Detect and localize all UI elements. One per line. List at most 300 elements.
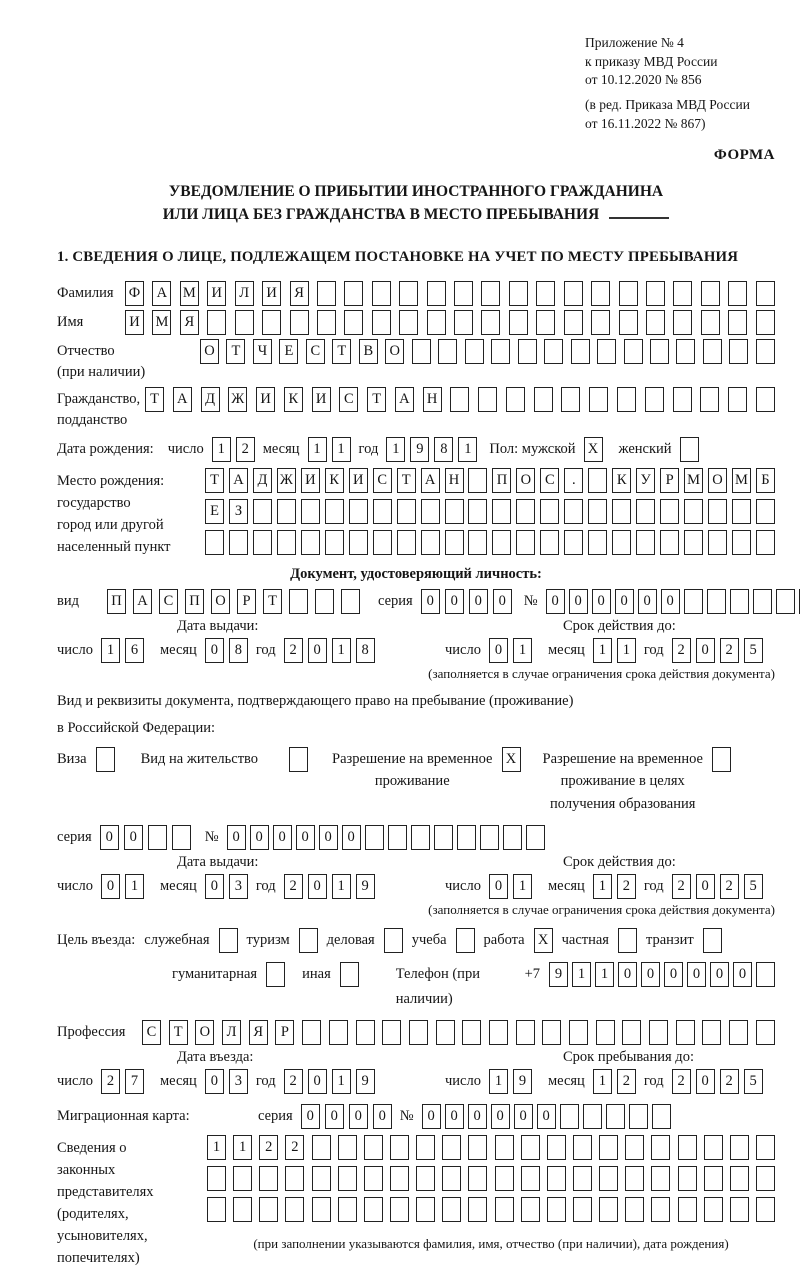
char-box[interactable]: [756, 1197, 775, 1222]
char-box[interactable]: [509, 310, 528, 335]
char-box[interactable]: 2: [236, 437, 255, 462]
char-box[interactable]: 2: [672, 638, 691, 663]
stay-until-day-boxes[interactable]: [489, 1069, 532, 1094]
char-box[interactable]: [732, 499, 751, 524]
char-box[interactable]: 1: [386, 437, 405, 462]
char-box[interactable]: [612, 499, 631, 524]
char-box[interactable]: Ф: [125, 281, 144, 306]
purpose-other-checkbox[interactable]: [340, 962, 359, 987]
char-box[interactable]: [612, 530, 631, 555]
char-box[interactable]: 0: [664, 962, 683, 987]
char-box[interactable]: 1: [308, 437, 327, 462]
char-box[interactable]: [364, 1197, 383, 1222]
char-box[interactable]: К: [325, 468, 344, 493]
char-box[interactable]: 0: [227, 825, 246, 850]
char-box[interactable]: [536, 310, 555, 335]
char-box[interactable]: [341, 589, 360, 614]
char-box[interactable]: [219, 928, 238, 953]
char-box[interactable]: Т: [205, 468, 224, 493]
char-box[interactable]: [317, 310, 336, 335]
char-box[interactable]: [340, 962, 359, 987]
char-box[interactable]: X: [502, 747, 521, 772]
char-box[interactable]: [701, 310, 720, 335]
char-box[interactable]: М: [732, 468, 751, 493]
char-box[interactable]: Т: [145, 387, 164, 412]
char-box[interactable]: [148, 825, 167, 850]
migration-number-boxes[interactable]: [422, 1104, 671, 1129]
entry-year-boxes[interactable]: [284, 1069, 375, 1094]
char-box[interactable]: 2: [101, 1069, 120, 1094]
char-box[interactable]: О: [708, 468, 727, 493]
char-box[interactable]: 8: [356, 638, 375, 663]
char-box[interactable]: 0: [710, 962, 729, 987]
char-box[interactable]: С: [339, 387, 358, 412]
sex-female-checkbox[interactable]: [680, 437, 699, 462]
char-box[interactable]: [629, 1104, 648, 1129]
char-box[interactable]: [289, 589, 308, 614]
char-box[interactable]: [684, 589, 703, 614]
char-box[interactable]: [636, 530, 655, 555]
purpose-transit-checkbox[interactable]: [703, 928, 722, 953]
char-box[interactable]: [442, 1135, 461, 1160]
char-box[interactable]: [325, 530, 344, 555]
char-box[interactable]: [547, 1166, 566, 1191]
citizenship-boxes[interactable]: [145, 387, 775, 412]
char-box[interactable]: Л: [235, 281, 254, 306]
entry-month-boxes[interactable]: [205, 1069, 248, 1094]
expiry-year-boxes[interactable]: [672, 638, 763, 663]
char-box[interactable]: [521, 1166, 540, 1191]
char-box[interactable]: 0: [296, 825, 315, 850]
char-box[interactable]: [495, 1135, 514, 1160]
char-box[interactable]: [536, 281, 555, 306]
temp-residence-checkbox[interactable]: [502, 747, 521, 772]
char-box[interactable]: [411, 825, 430, 850]
char-box[interactable]: 0: [205, 638, 224, 663]
char-box[interactable]: [262, 310, 281, 335]
char-box[interactable]: [399, 281, 418, 306]
char-box[interactable]: [503, 825, 522, 850]
char-box[interactable]: [651, 1135, 670, 1160]
char-box[interactable]: [712, 747, 731, 772]
char-box[interactable]: 0: [537, 1104, 556, 1129]
char-box[interactable]: [730, 1197, 749, 1222]
surname-boxes[interactable]: [125, 281, 775, 306]
char-box[interactable]: 0: [514, 1104, 533, 1129]
char-box[interactable]: [684, 499, 703, 524]
char-box[interactable]: Е: [205, 499, 224, 524]
representatives-boxes-row2[interactable]: [207, 1166, 775, 1191]
char-box[interactable]: 1: [212, 437, 231, 462]
char-box[interactable]: Д: [201, 387, 220, 412]
char-box[interactable]: 0: [101, 874, 120, 899]
char-box[interactable]: 0: [615, 589, 634, 614]
char-box[interactable]: [412, 339, 431, 364]
char-box[interactable]: [650, 339, 669, 364]
char-box[interactable]: Б: [756, 468, 775, 493]
purpose-humanitarian-checkbox[interactable]: [266, 962, 285, 987]
char-box[interactable]: [756, 1135, 775, 1160]
char-box[interactable]: 0: [546, 589, 565, 614]
char-box[interactable]: [434, 825, 453, 850]
char-box[interactable]: [680, 437, 699, 462]
char-box[interactable]: [364, 1166, 383, 1191]
char-box[interactable]: 0: [273, 825, 292, 850]
char-box[interactable]: [660, 530, 679, 555]
char-box[interactable]: [561, 387, 580, 412]
char-box[interactable]: [588, 468, 607, 493]
birthplace-boxes-row2[interactable]: [205, 499, 775, 524]
char-box[interactable]: И: [207, 281, 226, 306]
char-box[interactable]: [673, 310, 692, 335]
char-box[interactable]: О: [200, 339, 219, 364]
char-box[interactable]: 2: [259, 1135, 278, 1160]
char-box[interactable]: [277, 530, 296, 555]
char-box[interactable]: [599, 1197, 618, 1222]
char-box[interactable]: [312, 1197, 331, 1222]
char-box[interactable]: [728, 387, 747, 412]
char-box[interactable]: 0: [205, 874, 224, 899]
migration-series-boxes[interactable]: [301, 1104, 392, 1129]
char-box[interactable]: А: [421, 468, 440, 493]
char-box[interactable]: [462, 1020, 481, 1045]
char-box[interactable]: 0: [618, 962, 637, 987]
char-box[interactable]: [573, 1197, 592, 1222]
char-box[interactable]: [312, 1135, 331, 1160]
char-box[interactable]: [753, 589, 772, 614]
char-box[interactable]: [569, 1020, 588, 1045]
phone-boxes[interactable]: [549, 962, 775, 987]
char-box[interactable]: 1: [332, 1069, 351, 1094]
char-box[interactable]: О: [516, 468, 535, 493]
char-box[interactable]: [205, 530, 224, 555]
purpose-official-checkbox[interactable]: [219, 928, 238, 953]
char-box[interactable]: [491, 339, 510, 364]
char-box[interactable]: [301, 499, 320, 524]
char-box[interactable]: [388, 825, 407, 850]
char-box[interactable]: [445, 530, 464, 555]
char-box[interactable]: [207, 1166, 226, 1191]
char-box[interactable]: [442, 1197, 461, 1222]
char-box[interactable]: [652, 1104, 671, 1129]
char-box[interactable]: [409, 1020, 428, 1045]
char-box[interactable]: [454, 281, 473, 306]
char-box[interactable]: [676, 339, 695, 364]
char-box[interactable]: [468, 530, 487, 555]
char-box[interactable]: [338, 1135, 357, 1160]
representatives-boxes-row3[interactable]: [207, 1197, 775, 1222]
char-box[interactable]: 0: [308, 1069, 327, 1094]
purpose-private-checkbox[interactable]: [618, 928, 637, 953]
char-box[interactable]: Д: [253, 468, 272, 493]
char-box[interactable]: 0: [661, 589, 680, 614]
char-box[interactable]: 3: [229, 1069, 248, 1094]
char-box[interactable]: [588, 530, 607, 555]
char-box[interactable]: 1: [207, 1135, 226, 1160]
char-box[interactable]: [708, 499, 727, 524]
char-box[interactable]: 0: [696, 874, 715, 899]
char-box[interactable]: [416, 1197, 435, 1222]
char-box[interactable]: А: [133, 589, 152, 614]
char-box[interactable]: [544, 339, 563, 364]
char-box[interactable]: [564, 281, 583, 306]
char-box[interactable]: И: [312, 387, 331, 412]
birthplace-boxes-row3[interactable]: [205, 530, 775, 555]
char-box[interactable]: 0: [469, 589, 488, 614]
char-box[interactable]: [259, 1166, 278, 1191]
expiry-day-boxes[interactable]: [489, 638, 532, 663]
char-box[interactable]: [390, 1135, 409, 1160]
char-box[interactable]: 2: [284, 638, 303, 663]
char-box[interactable]: 0: [493, 589, 512, 614]
purpose-work-checkbox[interactable]: [534, 928, 553, 953]
char-box[interactable]: [564, 310, 583, 335]
char-box[interactable]: [573, 1135, 592, 1160]
char-box[interactable]: [277, 499, 296, 524]
purpose-tourism-checkbox[interactable]: [299, 928, 318, 953]
char-box[interactable]: [506, 387, 525, 412]
char-box[interactable]: [329, 1020, 348, 1045]
char-box[interactable]: 0: [445, 589, 464, 614]
char-box[interactable]: И: [262, 281, 281, 306]
char-box[interactable]: [372, 281, 391, 306]
char-box[interactable]: 0: [638, 589, 657, 614]
char-box[interactable]: 2: [617, 874, 636, 899]
char-box[interactable]: 2: [285, 1135, 304, 1160]
char-box[interactable]: 0: [124, 825, 143, 850]
char-box[interactable]: Н: [423, 387, 442, 412]
char-box[interactable]: [583, 1104, 602, 1129]
char-box[interactable]: 1: [593, 638, 612, 663]
char-box[interactable]: [390, 1197, 409, 1222]
char-box[interactable]: [624, 339, 643, 364]
char-box[interactable]: [540, 530, 559, 555]
char-box[interactable]: [756, 281, 775, 306]
stay-issue-year-boxes[interactable]: [284, 874, 375, 899]
char-box[interactable]: Н: [445, 468, 464, 493]
issue-month-boxes[interactable]: [205, 638, 248, 663]
char-box[interactable]: [489, 1020, 508, 1045]
char-box[interactable]: 0: [569, 589, 588, 614]
char-box[interactable]: [756, 387, 775, 412]
char-box[interactable]: К: [284, 387, 303, 412]
char-box[interactable]: [312, 1166, 331, 1191]
char-box[interactable]: [526, 825, 545, 850]
char-box[interactable]: [701, 281, 720, 306]
char-box[interactable]: Т: [169, 1020, 188, 1045]
char-box[interactable]: [547, 1197, 566, 1222]
char-box[interactable]: [588, 499, 607, 524]
char-box[interactable]: [606, 1104, 625, 1129]
char-box[interactable]: [481, 281, 500, 306]
char-box[interactable]: [518, 339, 537, 364]
char-box[interactable]: У: [636, 468, 655, 493]
char-box[interactable]: [708, 530, 727, 555]
char-box[interactable]: С: [540, 468, 559, 493]
char-box[interactable]: [678, 1197, 697, 1222]
char-box[interactable]: [207, 310, 226, 335]
char-box[interactable]: [427, 281, 446, 306]
char-box[interactable]: К: [612, 468, 631, 493]
char-box[interactable]: М: [684, 468, 703, 493]
stay-expiry-year-boxes[interactable]: [672, 874, 763, 899]
char-box[interactable]: 2: [284, 1069, 303, 1094]
char-box[interactable]: 2: [720, 874, 739, 899]
char-box[interactable]: Л: [222, 1020, 241, 1045]
char-box[interactable]: [756, 1020, 775, 1045]
char-box[interactable]: [207, 1197, 226, 1222]
expiry-month-boxes[interactable]: [593, 638, 636, 663]
char-box[interactable]: Ж: [277, 468, 296, 493]
char-box[interactable]: [259, 1197, 278, 1222]
char-box[interactable]: [730, 1166, 749, 1191]
patronymic-boxes[interactable]: [200, 339, 775, 364]
char-box[interactable]: Т: [263, 589, 282, 614]
char-box[interactable]: [364, 1135, 383, 1160]
char-box[interactable]: 1: [458, 437, 477, 462]
char-box[interactable]: [317, 281, 336, 306]
char-box[interactable]: С: [159, 589, 178, 614]
char-box[interactable]: Ж: [228, 387, 247, 412]
char-box[interactable]: [678, 1166, 697, 1191]
birthdate-year-boxes[interactable]: [386, 437, 477, 462]
char-box[interactable]: 0: [421, 589, 440, 614]
char-box[interactable]: Ч: [253, 339, 272, 364]
char-box[interactable]: [450, 387, 469, 412]
stay-number-boxes[interactable]: [227, 825, 545, 850]
char-box[interactable]: 0: [308, 874, 327, 899]
char-box[interactable]: [599, 1135, 618, 1160]
char-box[interactable]: А: [395, 387, 414, 412]
char-box[interactable]: [521, 1197, 540, 1222]
char-box[interactable]: [235, 310, 254, 335]
char-box[interactable]: 8: [229, 638, 248, 663]
issue-day-boxes[interactable]: [101, 638, 144, 663]
edu-residence-checkbox[interactable]: [712, 747, 731, 772]
stay-series-boxes[interactable]: [100, 825, 191, 850]
char-box[interactable]: [646, 310, 665, 335]
char-box[interactable]: О: [195, 1020, 214, 1045]
purpose-study-checkbox[interactable]: [456, 928, 475, 953]
char-box[interactable]: 2: [672, 1069, 691, 1094]
birthdate-month-boxes[interactable]: [308, 437, 351, 462]
char-box[interactable]: [636, 499, 655, 524]
char-box[interactable]: [465, 339, 484, 364]
char-box[interactable]: 9: [549, 962, 568, 987]
char-box[interactable]: М: [152, 310, 171, 335]
char-box[interactable]: [349, 530, 368, 555]
char-box[interactable]: [625, 1166, 644, 1191]
char-box[interactable]: 1: [595, 962, 614, 987]
char-box[interactable]: [622, 1020, 641, 1045]
char-box[interactable]: 2: [284, 874, 303, 899]
char-box[interactable]: [597, 339, 616, 364]
char-box[interactable]: [729, 339, 748, 364]
char-box[interactable]: [534, 387, 553, 412]
char-box[interactable]: [728, 310, 747, 335]
char-box[interactable]: Т: [332, 339, 351, 364]
char-box[interactable]: Я: [180, 310, 199, 335]
birthdate-day-boxes[interactable]: [212, 437, 255, 462]
char-box[interactable]: [399, 310, 418, 335]
char-box[interactable]: 2: [720, 638, 739, 663]
char-box[interactable]: [356, 1020, 375, 1045]
char-box[interactable]: 5: [744, 638, 763, 663]
char-box[interactable]: 9: [410, 437, 429, 462]
char-box[interactable]: [456, 928, 475, 953]
char-box[interactable]: 1: [513, 638, 532, 663]
char-box[interactable]: [599, 1166, 618, 1191]
char-box[interactable]: С: [373, 468, 392, 493]
char-box[interactable]: [730, 589, 749, 614]
char-box[interactable]: Т: [226, 339, 245, 364]
stay-issue-month-boxes[interactable]: [205, 874, 248, 899]
char-box[interactable]: А: [152, 281, 171, 306]
char-box[interactable]: [560, 1104, 579, 1129]
char-box[interactable]: [373, 530, 392, 555]
char-box[interactable]: 0: [696, 638, 715, 663]
char-box[interactable]: [646, 281, 665, 306]
char-box[interactable]: [540, 499, 559, 524]
char-box[interactable]: [315, 589, 334, 614]
char-box[interactable]: Я: [249, 1020, 268, 1045]
char-box[interactable]: [649, 1020, 668, 1045]
char-box[interactable]: [700, 387, 719, 412]
char-box[interactable]: [564, 499, 583, 524]
char-box[interactable]: [702, 1020, 721, 1045]
char-box[interactable]: [421, 530, 440, 555]
char-box[interactable]: [338, 1166, 357, 1191]
char-box[interactable]: А: [173, 387, 192, 412]
char-box[interactable]: И: [301, 468, 320, 493]
char-box[interactable]: Р: [237, 589, 256, 614]
char-box[interactable]: [454, 310, 473, 335]
char-box[interactable]: [365, 825, 384, 850]
char-box[interactable]: 0: [592, 589, 611, 614]
doc-number-boxes[interactable]: [546, 589, 800, 614]
char-box[interactable]: [302, 1020, 321, 1045]
char-box[interactable]: [619, 310, 638, 335]
doc-series-boxes[interactable]: [421, 589, 512, 614]
char-box[interactable]: [704, 1197, 723, 1222]
profession-boxes[interactable]: [142, 1020, 775, 1045]
stay-until-month-boxes[interactable]: [593, 1069, 636, 1094]
char-box[interactable]: 1: [332, 638, 351, 663]
char-box[interactable]: [416, 1135, 435, 1160]
issue-year-boxes[interactable]: [284, 638, 375, 663]
char-box[interactable]: [542, 1020, 561, 1045]
char-box[interactable]: [325, 499, 344, 524]
char-box[interactable]: 9: [356, 1069, 375, 1094]
char-box[interactable]: [344, 281, 363, 306]
doc-type-boxes[interactable]: [107, 589, 360, 614]
stay-issue-day-boxes[interactable]: [101, 874, 144, 899]
char-box[interactable]: 2: [720, 1069, 739, 1094]
char-box[interactable]: 0: [373, 1104, 392, 1129]
char-box[interactable]: Я: [290, 281, 309, 306]
char-box[interactable]: 0: [308, 638, 327, 663]
residence-permit-checkbox[interactable]: [289, 747, 308, 772]
char-box[interactable]: [285, 1166, 304, 1191]
char-box[interactable]: 1: [593, 874, 612, 899]
char-box[interactable]: [495, 1197, 514, 1222]
char-box[interactable]: А: [229, 468, 248, 493]
char-box[interactable]: [756, 530, 775, 555]
char-box[interactable]: С: [142, 1020, 161, 1045]
char-box[interactable]: 1: [513, 874, 532, 899]
char-box[interactable]: Т: [367, 387, 386, 412]
char-box[interactable]: [416, 1166, 435, 1191]
